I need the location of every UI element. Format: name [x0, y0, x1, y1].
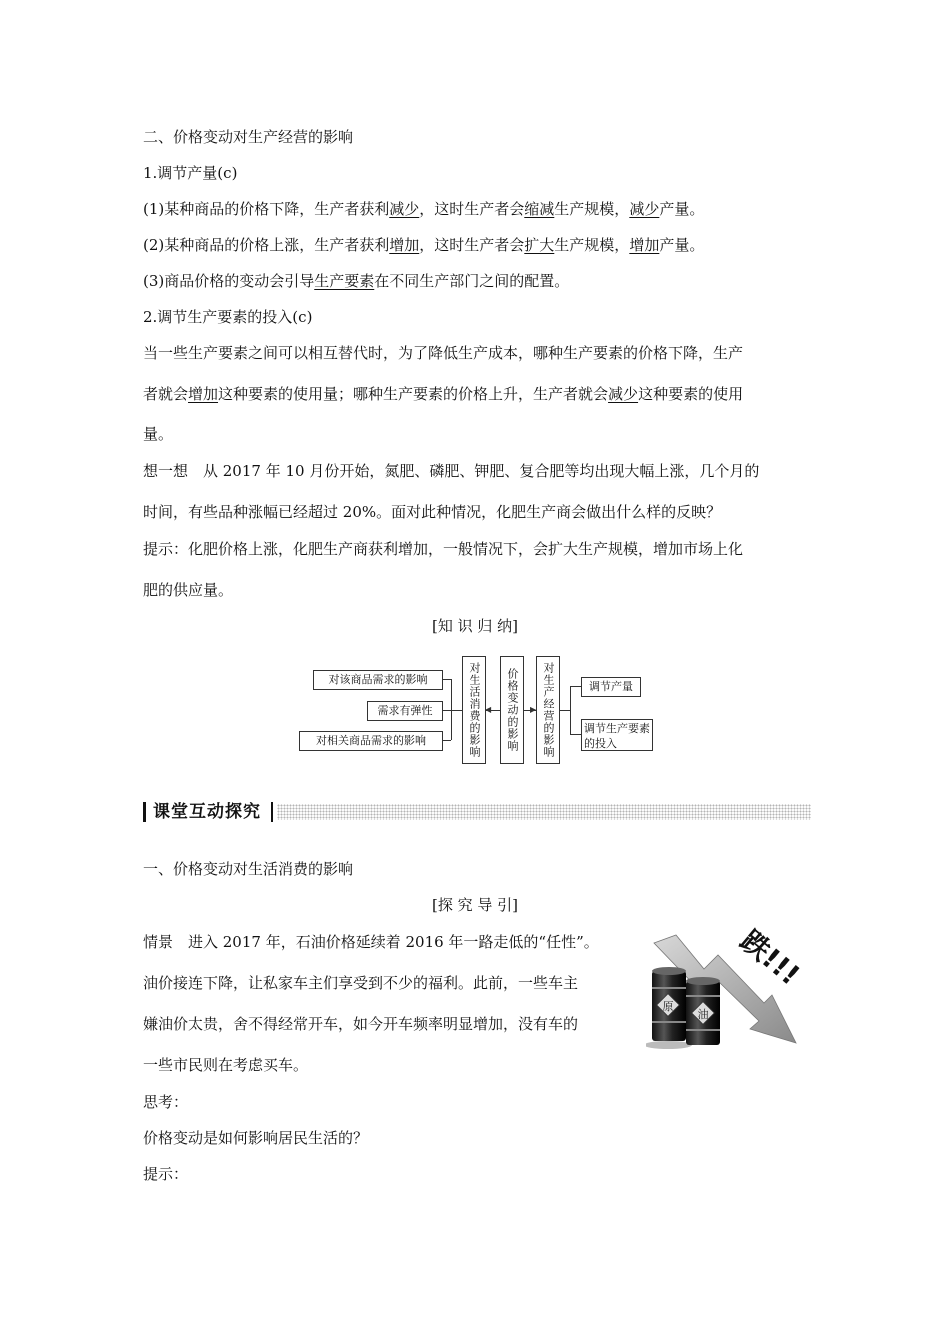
box-adjust-output: 调节产量 — [581, 677, 641, 697]
text-segment: 生产规模， — [554, 236, 630, 254]
text-segment: ，这时生产者会 — [419, 236, 525, 254]
paragraph-line: 当一些生产要素之间可以相互替代时，为了降低生产成本，哪种生产要素的价格下降，生产 — [143, 344, 744, 362]
banner-title: 课堂互动探究 — [153, 802, 261, 822]
drop-text: 跌!!! — [734, 925, 806, 992]
box-adjust-factors: 调节生产要素的投入 — [581, 719, 653, 751]
oil-barrel-arrow-icon — [646, 925, 806, 1050]
answer-blank: 增加 — [188, 385, 219, 403]
connector — [443, 740, 451, 741]
scenario-line: 一些市民则在考虑买车。 — [143, 1056, 309, 1074]
banner-dot-pattern — [277, 804, 811, 820]
banner-bar — [143, 802, 146, 822]
answer-blank: 减少 — [608, 385, 639, 403]
answer-blank: 增加 — [629, 236, 660, 254]
box-production-effect: 对生产经营的影响 — [536, 656, 560, 764]
oil-price-drop-illustration — [646, 925, 806, 1050]
box-price-change-effect: 价格变动的影响 — [500, 656, 524, 764]
subheading-adjust-factors: 2.调节生产要素的投入(c) — [143, 308, 313, 326]
paragraph-item-3 — [143, 271, 569, 291]
paragraph-line — [143, 384, 743, 404]
text-segment: (1)某种商品的价格下降，生产者获利 — [143, 200, 390, 218]
connector — [443, 679, 451, 680]
text-segment: 产量。 — [659, 236, 705, 254]
connector — [443, 710, 451, 711]
text-segment: 者就会 — [143, 385, 189, 403]
barrel-label: 油 — [697, 1008, 709, 1021]
paragraph-item-1 — [143, 199, 704, 219]
text-segment: 产量。 — [659, 200, 705, 218]
summary-title: [知 识 归 纳] — [431, 617, 518, 635]
answer-blank: 缩减 — [524, 200, 555, 218]
paragraph-line: 量。 — [143, 425, 174, 443]
answer-blank: 减少 — [389, 200, 420, 218]
connector — [451, 710, 462, 711]
text-segment: 生产规模， — [554, 200, 630, 218]
guide-title: [探 究 导 引] — [431, 896, 518, 914]
box-elastic-demand: 需求有弹性 — [367, 701, 443, 721]
connector — [570, 686, 571, 734]
banner-bar — [271, 802, 273, 822]
think-question-line: 时间，有些品种涨幅已经超过 20%。面对此种情况，化肥生产商会做出什么样的反映？ — [143, 503, 722, 521]
answer-blank: 增加 — [389, 236, 420, 254]
text-segment: 在不同生产部门之间的配置。 — [374, 272, 570, 290]
arrow-left-icon: ◀ — [485, 705, 492, 714]
box-related-demand: 对相关商品需求的影响 — [299, 731, 443, 751]
barrel-label: 原 — [662, 1000, 674, 1013]
answer-blank: 扩大 — [524, 236, 555, 254]
think-label: 思考： — [143, 1093, 189, 1111]
text-segment: (2)某种商品的价格上涨，生产者获利 — [143, 236, 390, 254]
hint-label: 提示： — [143, 1165, 189, 1183]
text-segment: (3)商品价格的变动会引导 — [143, 272, 315, 290]
connector — [570, 686, 581, 687]
section-banner — [143, 800, 811, 824]
paragraph-item-2 — [143, 235, 704, 255]
question-text: 价格变动是如何影响居民生活的？ — [143, 1129, 369, 1147]
connector — [570, 734, 581, 735]
answer-blank: 减少 — [629, 200, 660, 218]
scenario-line: 油价接连下降，让私家车主们享受到不少的福利。此前，一些车主 — [143, 974, 579, 992]
think-question-line: 想一想 从 2017 年 10 月份开始，氮肥、磷肥、钾肥、复合肥等均出现大幅上涨，几个月的 — [143, 462, 760, 480]
section-heading: 二、价格变动对生产经营的影响 — [143, 128, 354, 146]
section-heading: 一、价格变动对生活消费的影响 — [143, 860, 354, 878]
subheading-adjust-output: 1.调节产量(c) — [143, 164, 238, 182]
box-consumption-effect: 对生活消费的影响 — [462, 656, 486, 764]
arrow-right-icon: ▶ — [530, 705, 537, 714]
connector — [560, 710, 570, 711]
scenario-line: 嫌油价太贵，舍不得经常开车，如今开车频率明显增加，没有车的 — [143, 1015, 579, 1033]
hint-line: 肥的供应量。 — [143, 581, 234, 599]
answer-blank: 生产要素 — [314, 272, 375, 290]
box-own-demand: 对该商品需求的影响 — [313, 670, 443, 690]
hint-line: 提示：化肥价格上涨，化肥生产商获利增加，一般情况下，会扩大生产规模，增加市场上化 — [143, 540, 744, 558]
text-segment: 这种要素的使用 — [638, 385, 744, 403]
text-segment: ，这时生产者会 — [419, 200, 525, 218]
scenario-line: 情景 进入 2017 年，石油价格延续着 2016 年一路走低的“任性”。 — [143, 933, 599, 951]
text-segment: 这种要素的使用量；哪种生产要素的价格上升，生产者就会 — [218, 385, 609, 403]
